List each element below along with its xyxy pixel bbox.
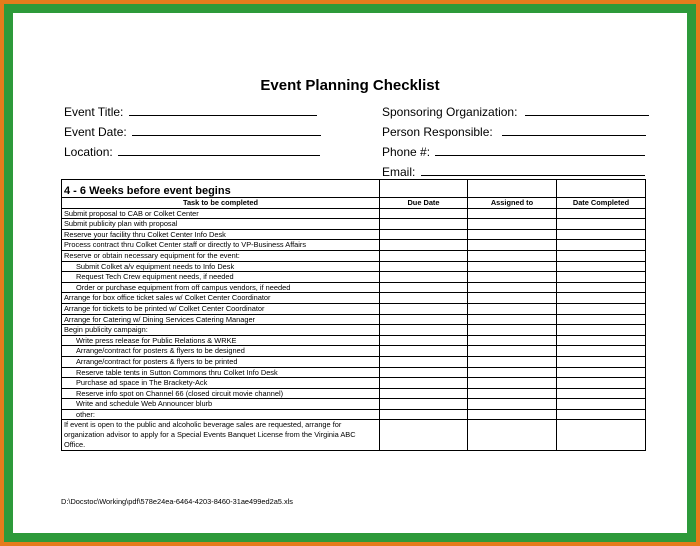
assigned-to-cell: [468, 282, 557, 293]
date-completed-cell: [557, 272, 646, 283]
table-row: [62, 293, 646, 304]
phone-field: [382, 145, 645, 159]
due-date-cell: [380, 346, 468, 357]
date-completed-cell: [557, 229, 646, 240]
date-completed-cell: [557, 282, 646, 293]
table-row: [62, 420, 646, 451]
task-text: Reserve or obtain necessary equipment for the event:: [62, 250, 380, 261]
assigned-to-cell: [468, 219, 557, 230]
date-completed-cell: [557, 314, 646, 325]
date-completed-cell: [557, 367, 646, 378]
due-date-cell: [380, 388, 468, 399]
table-row: [62, 261, 646, 272]
cell: [468, 180, 557, 198]
date-completed-cell: [557, 208, 646, 219]
due-date-cell: [380, 409, 468, 420]
person-responsible-line: [502, 125, 646, 136]
table-row: [62, 272, 646, 283]
task-text: Arrange for box office ticket sales w/ Colket Center Coordinator: [62, 293, 380, 304]
cell: [557, 180, 646, 198]
assigned-to-cell: [468, 399, 557, 410]
assigned-to-cell: [468, 240, 557, 251]
document-page: [13, 13, 687, 533]
table-row: [62, 399, 646, 410]
table-row: [62, 219, 646, 230]
email-field: [382, 165, 645, 179]
phone-label: Phone #:: [382, 145, 431, 159]
due-date-cell: [380, 303, 468, 314]
due-date-cell: [380, 240, 468, 251]
due-date-cell: [380, 282, 468, 293]
due-date-cell: [380, 293, 468, 304]
due-date-cell: [380, 356, 468, 367]
task-text: Purchase ad space in The Brackety-Ack: [62, 378, 380, 389]
task-text: Order or purchase equipment from off campus vendors, if needed: [62, 282, 380, 293]
due-date-cell: [380, 378, 468, 389]
header-date-completed: Date Completed: [557, 198, 646, 209]
phone-line: [435, 145, 645, 156]
event-date-label: Event Date:: [64, 125, 127, 139]
location-line: [118, 145, 320, 156]
date-completed-cell: [557, 250, 646, 261]
due-date-cell: [380, 229, 468, 240]
email-line: [421, 165, 645, 176]
date-completed-cell: [557, 378, 646, 389]
assigned-to-cell: [468, 208, 557, 219]
date-completed-cell: [557, 346, 646, 357]
table-row: [62, 325, 646, 336]
due-date-cell: [380, 325, 468, 336]
table-row: [62, 378, 646, 389]
date-completed-cell: [557, 240, 646, 251]
event-title-label: Event Title:: [64, 105, 124, 119]
due-date-cell: [380, 314, 468, 325]
task-text: Reserve info spot on Channel 66 (closed circuit movie channel): [62, 388, 380, 399]
assigned-to-cell: [468, 420, 557, 451]
task-text: Arrange for tickets to be printed w/ Colket Center Coordinator: [62, 303, 380, 314]
date-completed-cell: [557, 409, 646, 420]
inner-frame: [4, 4, 696, 542]
event-title-field: [64, 105, 317, 119]
sponsoring-org-label: Sponsoring Organization:: [382, 105, 518, 119]
assigned-to-cell: [468, 325, 557, 336]
table-row: [62, 229, 646, 240]
date-completed-cell: [557, 219, 646, 230]
task-text: Request Tech Crew equipment needs, if needed: [62, 272, 380, 283]
date-completed-cell: [557, 420, 646, 451]
date-completed-cell: [557, 388, 646, 399]
table-row: [62, 282, 646, 293]
assigned-to-cell: [468, 356, 557, 367]
table-row: [62, 250, 646, 261]
date-completed-cell: [557, 356, 646, 367]
date-completed-cell: [557, 293, 646, 304]
table-row: [62, 346, 646, 357]
assigned-to-cell: [468, 346, 557, 357]
sponsoring-org-field: [382, 105, 649, 119]
due-date-cell: [380, 335, 468, 346]
due-date-cell: [380, 261, 468, 272]
assigned-to-cell: [468, 378, 557, 389]
task-text: Submit proposal to CAB or Colket Center: [62, 208, 380, 219]
assigned-to-cell: [468, 388, 557, 399]
event-date-line: [132, 125, 321, 136]
date-completed-cell: [557, 261, 646, 272]
assigned-to-cell: [468, 250, 557, 261]
page-title: Event Planning Checklist: [260, 77, 440, 94]
table-row: [62, 356, 646, 367]
task-text: Arrange/contract for posters & flyers to be designed: [62, 346, 380, 357]
header-row: [62, 198, 646, 209]
table-row: [62, 367, 646, 378]
table-row: [62, 409, 646, 420]
location-field: [64, 145, 320, 159]
person-responsible-field: [382, 125, 646, 139]
table-row: [62, 314, 646, 325]
task-text: Arrange for Catering w/ Dining Services Catering Manager: [62, 314, 380, 325]
due-date-cell: [380, 219, 468, 230]
table-row: [62, 208, 646, 219]
due-date-cell: [380, 250, 468, 261]
task-text: Reserve your facility thru Colket Center Info Desk: [62, 229, 380, 240]
event-title-line: [129, 105, 317, 116]
assigned-to-cell: [468, 272, 557, 283]
due-date-cell: [380, 367, 468, 378]
assigned-to-cell: [468, 314, 557, 325]
task-text: other:: [62, 409, 380, 420]
task-text-final: If event is open to the public and alcoholic beverage sales are requested, arrange for organization advisor to apply for a Special Events Banquet License from the Virginia ABC Office.: [62, 420, 380, 451]
date-completed-cell: [557, 335, 646, 346]
date-completed-cell: [557, 325, 646, 336]
header-due-date: Due Date: [380, 198, 468, 209]
header-assigned-to: Assigned to: [468, 198, 557, 209]
due-date-cell: [380, 272, 468, 283]
table-row: [62, 303, 646, 314]
cell: [380, 180, 468, 198]
assigned-to-cell: [468, 293, 557, 304]
assigned-to-cell: [468, 261, 557, 272]
header-task: Task to be completed: [62, 198, 380, 209]
task-text: Write press release for Public Relations & WRKE: [62, 335, 380, 346]
due-date-cell: [380, 208, 468, 219]
task-text: Reserve table tents in Sutton Commons thru Colket Info Desk: [62, 367, 380, 378]
due-date-cell: [380, 420, 468, 451]
due-date-cell: [380, 399, 468, 410]
task-text: Submit publicity plan with proposal: [62, 219, 380, 230]
task-text: Arrange/contract for posters & flyers to be printed: [62, 356, 380, 367]
file-path: D:\Docstoc\Working\pdf\578e24ea-6464-4203-8460-31ae499ed2a5.xls: [61, 497, 294, 506]
section-heading: 4 - 6 Weeks before event begins: [62, 180, 380, 198]
location-label: Location:: [64, 145, 113, 159]
task-text: Write and schedule Web Announcer blurb: [62, 399, 380, 410]
sponsoring-org-line: [525, 105, 649, 116]
assigned-to-cell: [468, 367, 557, 378]
table-row: [62, 335, 646, 346]
person-responsible-label: Person Responsible:: [382, 125, 493, 139]
task-text: Process contract thru Colket Center staff or directly to VP-Business Affairs: [62, 240, 380, 251]
event-date-field: [64, 125, 321, 139]
assigned-to-cell: [468, 303, 557, 314]
email-label: Email:: [382, 165, 416, 179]
table-row: [62, 388, 646, 399]
checklist-table: [61, 179, 646, 451]
assigned-to-cell: [468, 229, 557, 240]
assigned-to-cell: [468, 409, 557, 420]
task-text: Begin publicity campaign:: [62, 325, 380, 336]
assigned-to-cell: [468, 335, 557, 346]
date-completed-cell: [557, 399, 646, 410]
section-heading-row: [62, 180, 646, 198]
task-text: Submit Colket a/v equipment needs to Info Desk: [62, 261, 380, 272]
table-row: [62, 240, 646, 251]
date-completed-cell: [557, 303, 646, 314]
